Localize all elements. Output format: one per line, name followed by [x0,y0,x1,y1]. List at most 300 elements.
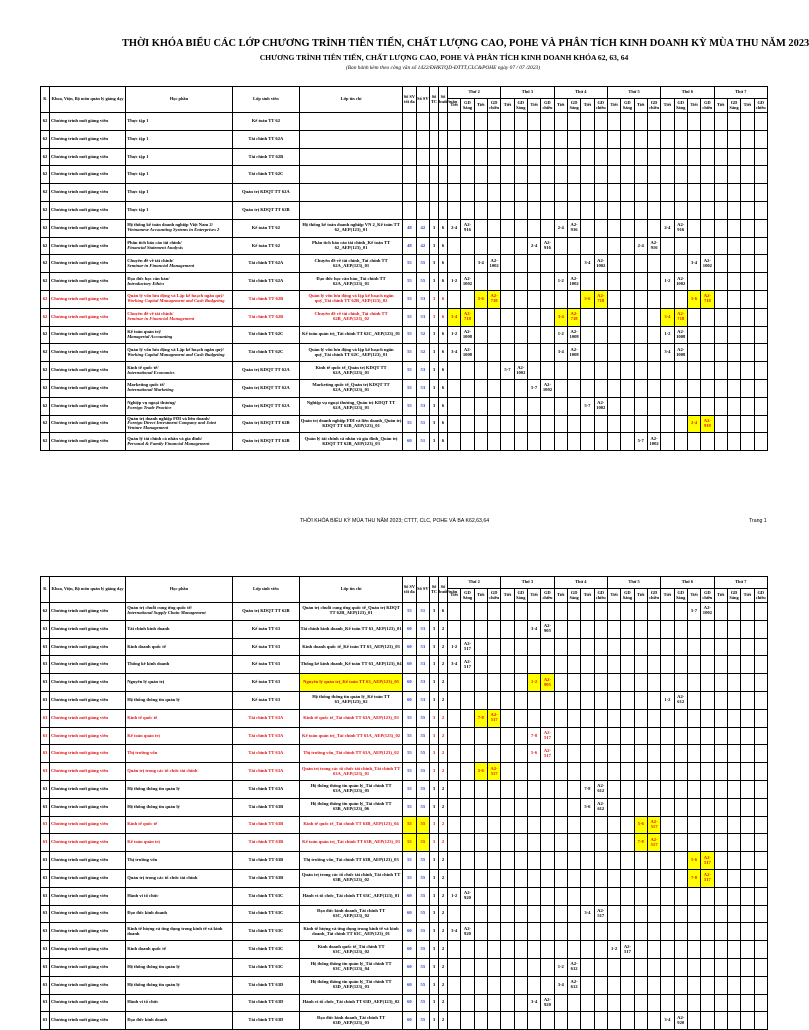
slot-cell [514,923,527,941]
slot-cell [727,745,740,763]
slot-cell [581,727,594,745]
slot-cell [701,709,714,727]
slot-cell [727,852,740,870]
slot-cell [727,273,740,291]
slot-cell: A2-517 [701,852,714,870]
count-sv: 53 [416,397,429,415]
count-sv: 42 [416,237,429,255]
slot-cell [754,745,767,763]
slot-cell [461,691,474,709]
slot-cell [487,1012,500,1030]
slot-cell [661,166,674,184]
slot-cell [741,727,754,745]
count-tc: 3 [430,603,439,621]
cohort-cell: 63 [41,816,50,834]
slot-cell [607,273,620,291]
slot-cell [634,638,647,656]
slot-cell [607,709,620,727]
slot-cell [541,308,554,326]
credit-class-cell: Hệ thống thông tin quản lý_Tài chính TT 63B_AEP(123)_06 [299,798,402,816]
slot-cell [487,958,500,976]
slot-cell [514,237,527,255]
slot-cell [754,201,767,219]
course-cell [126,326,233,344]
student-class-cell: Tài chính TT 62B [232,308,299,326]
slot-cell: A2-920 [461,923,474,941]
slot-cell [754,397,767,415]
slot-cell [727,255,740,273]
slot-cell [701,308,714,326]
slot-cell [674,656,687,674]
slot-cell [647,397,660,415]
slot-cell [514,603,527,621]
slot-cell [527,958,540,976]
slot-cell [754,290,767,308]
slot-cell [581,994,594,1012]
slot-cell [567,255,580,273]
student-class-cell: Tài chính TT 63B [232,869,299,887]
slot-cell [474,852,487,870]
slot-cell [594,763,607,781]
course-name: Kế toán quản trị [127,839,160,845]
slot-cell [714,852,727,870]
credit-class-cell: Hệ thống thông tin quản lý_Tài chính TT 63C_AEP(123)_04 [299,958,402,976]
slot-cell [621,958,634,976]
count-max: 55 [403,326,416,344]
course-name: Hệ thống thông tin quản lý [127,963,180,969]
slot-cell [754,308,767,326]
course-name-en: Working Capital Management and Cash Budgeting [127,351,225,357]
slot-cell [474,237,487,255]
slot-cell [674,763,687,781]
slot-cell [567,379,580,397]
count-max: 60 [403,638,416,656]
slot-cell: A2-517 [541,745,554,763]
slot-cell [541,603,554,621]
slot-cell [487,308,500,326]
slot-cell [514,415,527,433]
table-row [41,603,768,621]
slot-cell [594,237,607,255]
slot-cell [714,656,727,674]
count-b: 6 [439,308,448,326]
cohort-cell: 63 [41,709,50,727]
credit-class-cell: Kinh tế quốc tế_Tài chính TT 63A_AEP(123)_03 [299,709,402,727]
slot-cell [541,976,554,994]
count-max: 55 [403,798,416,816]
faculty-cell: Chương trình mời giảng viên [49,130,125,148]
slot-cell [581,166,594,184]
slot-cell [501,798,514,816]
day-header: Thứ 7 [714,87,767,99]
slot-cell [727,1012,740,1030]
slot-cell [567,745,580,763]
slot-cell [607,674,620,692]
slot-cell [594,433,607,451]
slot-cell [501,308,514,326]
course-name: Kinh doanh quốc tế [127,946,166,952]
page-subtitle: CHƯƠNG TRÌNH TIÊN TIẾN, CHẤT LƯỢNG CAO, POHE VÀ PHÂN TÍCH KINH DOANH KHÓA 62, 63, 64 [259,53,629,62]
count-max: 60 [403,1012,416,1030]
header-col-max: Số SV tối đa [403,87,416,113]
slot-cell [487,433,500,451]
slot-cell [474,166,487,184]
slot-cell [541,290,554,308]
slot-cell [607,656,620,674]
slot-cell: A2-517 [647,816,660,834]
slot-cell [727,130,740,148]
slot-cell [487,237,500,255]
slot-cell [687,1012,700,1030]
student-class-cell: Tài chính TT 63D [232,1012,299,1030]
table-row [41,905,768,923]
slot-cell [754,727,767,745]
slot-cell [647,727,660,745]
slot-cell [634,620,647,638]
course-cell [126,816,233,834]
course-cell [126,727,233,745]
count-sv: 52 [416,344,429,362]
slot-cell [607,869,620,887]
slot-cell [621,905,634,923]
slot-cell [554,780,567,798]
slot-cell [474,113,487,131]
slot-cell [514,905,527,923]
day-header: Thứ 2 [447,577,500,589]
slot-cell [501,638,514,656]
count-b: 2 [439,923,448,941]
table-row [41,709,768,727]
cohort-cell: 62 [41,166,50,184]
slot-cell [621,237,634,255]
slot-cell [634,273,647,291]
slot-cell [661,656,674,674]
table-row [41,638,768,656]
slot-cell [567,941,580,959]
slot-cell [647,415,660,433]
count-b: 6 [439,219,448,237]
slot-cell [714,397,727,415]
slot-cell [541,148,554,166]
slot-cell [727,691,740,709]
slot-cell [634,113,647,131]
slot-cell [461,780,474,798]
credit-class-cell: Hành vi tổ chức_Tài chính TT 63C_AEP(123)_01 [299,887,402,905]
slot-cell [754,113,767,131]
slot-cell [714,362,727,380]
slot-cell [674,674,687,692]
slot-cell [554,691,567,709]
slot-cell [754,166,767,184]
slot-cell [447,620,460,638]
slot-cell [581,415,594,433]
slot-cell [514,130,527,148]
student-class-cell: Tài chính TT 62A [232,130,299,148]
credit-class-cell: Đạo đức kinh doanh_Tài chính TT 63D_AEP(123)_03 [299,1012,402,1030]
slot-cell [727,397,740,415]
count-max: 55 [403,727,416,745]
faculty-cell: Chương trình mời giảng viên [49,201,125,219]
slot-cell [647,958,660,976]
faculty-cell: Chương trình mời giảng viên [49,308,125,326]
student-class-cell: Kế toán TT 63 [232,638,299,656]
slot-cell [607,219,620,237]
course-name: Kế toán quản trị/ [127,329,162,334]
student-class-cell: Quản trị KDQT TT 62B [232,433,299,451]
slot-cell: A2-718 [674,308,687,326]
slot-cell [647,745,660,763]
slot-cell [647,638,660,656]
slot-cell [701,976,714,994]
count-max: 60 [403,941,416,959]
slot-cell [567,184,580,202]
header-col-k: K [41,577,50,603]
table-row [41,255,768,273]
slot-cell [647,326,660,344]
slot-cell [607,113,620,131]
slot-cell: A2-1008 [674,326,687,344]
count-tc: 3 [430,638,439,656]
student-class-cell: Quản trị KDQT TT 62A [232,397,299,415]
count-sv [416,184,429,202]
slot-cell [501,780,514,798]
credit-class-cell: Quản trị trong các tổ chức tài chính_Tài chính TT 63B_AEP(123)_02 [299,869,402,887]
slot-cell: A2-920 [461,887,474,905]
slot-cell [501,923,514,941]
slot-cell [447,905,460,923]
count-max: 55 [403,763,416,781]
slot-cell [474,780,487,798]
slot-cell [621,691,634,709]
slot-cell [567,763,580,781]
count-tc: 3 [430,691,439,709]
slot-cell [567,415,580,433]
faculty-cell: Chương trình mời giảng viên [49,727,125,745]
slot-cell [514,816,527,834]
slot-cell [714,344,727,362]
slot-cell [621,362,634,380]
slot-cell [447,994,460,1012]
slot-cell [687,798,700,816]
slot-cell [447,603,460,621]
count-max: 55 [403,603,416,621]
slot-cell: A2-612 [594,798,607,816]
count-sv: 55 [416,852,429,870]
slot-cell [634,905,647,923]
credit-class-cell: Kinh tế quốc tế_Tài chính TT 63B_AEP(123)_04 [299,816,402,834]
slot-cell [674,362,687,380]
student-class-cell: Tài chính TT 63B [232,816,299,834]
slot-cell [554,941,567,959]
count-max: 60 [403,976,416,994]
slot-cell [674,397,687,415]
slot-cell [581,691,594,709]
course-name: Hệ thống thông tin quản lý [127,981,180,987]
slot-cell [647,166,660,184]
course-name: Thực tập 1 [127,189,149,195]
count-b [439,113,448,131]
faculty-cell: Chương trình mời giảng viên [49,976,125,994]
slot-cell [447,148,460,166]
slot-cell [621,273,634,291]
slot-cell [621,709,634,727]
slot-cell [581,816,594,834]
course-cell [126,976,233,994]
slot-cell [514,433,527,451]
slot-cell [741,113,754,131]
count-sv: 55 [416,1012,429,1030]
slot-cell [661,379,674,397]
slot-cell [567,620,580,638]
slot-cell [727,763,740,781]
slot-cell [661,763,674,781]
slot-cell: 1-2 [661,273,674,291]
slot-cell [714,379,727,397]
slot-cell [567,603,580,621]
slot-cell [567,237,580,255]
slot-cell [554,237,567,255]
slot-cell [461,362,474,380]
header-col-max: Số SV tối đa [403,577,416,603]
day-header: Thứ 6 [661,87,714,99]
slot-cell: A2-916 [647,237,660,255]
cohort-cell: 63 [41,691,50,709]
slot-cell [754,674,767,692]
slot-cell [634,691,647,709]
slot-cell [741,620,754,638]
slot-cell [701,656,714,674]
table-row [41,816,768,834]
slot-cell [754,237,767,255]
slot-cell: A2-718 [594,290,607,308]
cohort-cell: 62 [41,148,50,166]
slot-cell [554,603,567,621]
page-number: Trang 1 [749,518,767,524]
slot-cell [714,780,727,798]
cohort-cell: 63 [41,994,50,1012]
slot-cell: 5-7 [687,603,700,621]
course-cell [126,130,233,148]
slot-header: GD chiều [701,99,714,113]
slot-cell [687,219,700,237]
student-class-cell: Tài chính TT 62A [232,273,299,291]
slot-header: Tiết [607,589,620,603]
credit-class-cell: Kế toán quản trị_Tài chính TT 63B_AEP(123)_03 [299,834,402,852]
slot-cell [647,201,660,219]
header-col-k: K [41,87,50,113]
slot-cell: 3-4 [527,994,540,1012]
slot-cell: 1-2 [661,326,674,344]
slot-cell [474,798,487,816]
count-tc: 3 [430,656,439,674]
header-col-khoa: Khoa, Viện, Bộ môn quản lý giảng dạy [49,87,125,113]
schedule-sheet-1 [40,86,768,451]
course-cell [126,656,233,674]
course-name: Kinh tế quốc tế/ [127,364,159,370]
slot-cell [487,166,500,184]
count-sv: 55 [416,905,429,923]
slot-cell [514,219,527,237]
slot-cell [621,638,634,656]
count-sv: 52 [416,326,429,344]
slot-cell [461,397,474,415]
table-row [41,219,768,237]
slot-cell [461,201,474,219]
slot-cell [741,237,754,255]
header-col-lop-tc: Lớp tín chỉ [299,577,402,603]
course-name: Thị trường vốn [127,857,158,863]
slot-cell [554,1012,567,1030]
slot-cell [567,433,580,451]
faculty-cell: Chương trình mời giảng viên [49,941,125,959]
footer-text: THỜI KHÓA BIỂU KỲ MÙA THU NĂM 2023; CTTT, CLC, POHE VÀ BA K62,63,64 [300,518,490,524]
slot-cell [687,976,700,994]
slot-header: Tiết [554,589,567,603]
slot-cell [634,290,647,308]
slot-cell [447,976,460,994]
slot-cell [501,727,514,745]
slot-cell: A2-920 [541,994,554,1012]
slot-cell [741,290,754,308]
count-tc: 3 [430,397,439,415]
slot-cell [554,415,567,433]
slot-cell [727,379,740,397]
slot-cell [714,237,727,255]
slot-cell [661,603,674,621]
cohort-cell: 62 [41,603,50,621]
slot-cell [527,201,540,219]
slot-cell [607,1012,620,1030]
student-class-cell: Quản trị KDQT TT 62B [232,201,299,219]
slot-cell [647,603,660,621]
slot-header: GD Sáng [621,589,634,603]
count-sv: 53 [416,691,429,709]
decision-note: (Ban hành kèm theo công văn số 1422/ĐHKTQD-ĐTTT,CLC&POHE ngày 07 / 07 /2023) [345,65,541,71]
faculty-cell: Chương trình mời giảng viên [49,344,125,362]
slot-cell [687,941,700,959]
slot-cell [487,905,500,923]
count-tc: 3 [430,834,439,852]
count-sv: 55 [416,780,429,798]
slot-cell [621,326,634,344]
slot-cell [567,798,580,816]
cohort-cell: 63 [41,887,50,905]
slot-cell [527,1012,540,1030]
slot-cell: 3-4 [581,255,594,273]
slot-cell [461,1012,474,1030]
slot-cell [461,976,474,994]
cohort-cell: 63 [41,656,50,674]
slot-cell [607,603,620,621]
slot-cell: A2-1002 [461,273,474,291]
slot-cell: 1-2 [554,326,567,344]
slot-cell [661,709,674,727]
count-sv: 53 [416,620,429,638]
slot-cell [621,344,634,362]
slot-cell: 3-4 [447,344,460,362]
slot-cell [541,184,554,202]
slot-cell [634,379,647,397]
course-name: Thực tập 1 [127,117,149,123]
slot-cell [461,994,474,1012]
slot-cell [741,656,754,674]
course-cell [126,958,233,976]
slot-cell [581,941,594,959]
slot-cell [741,433,754,451]
slot-cell [594,869,607,887]
slot-cell [461,415,474,433]
cohort-cell: 63 [41,763,50,781]
